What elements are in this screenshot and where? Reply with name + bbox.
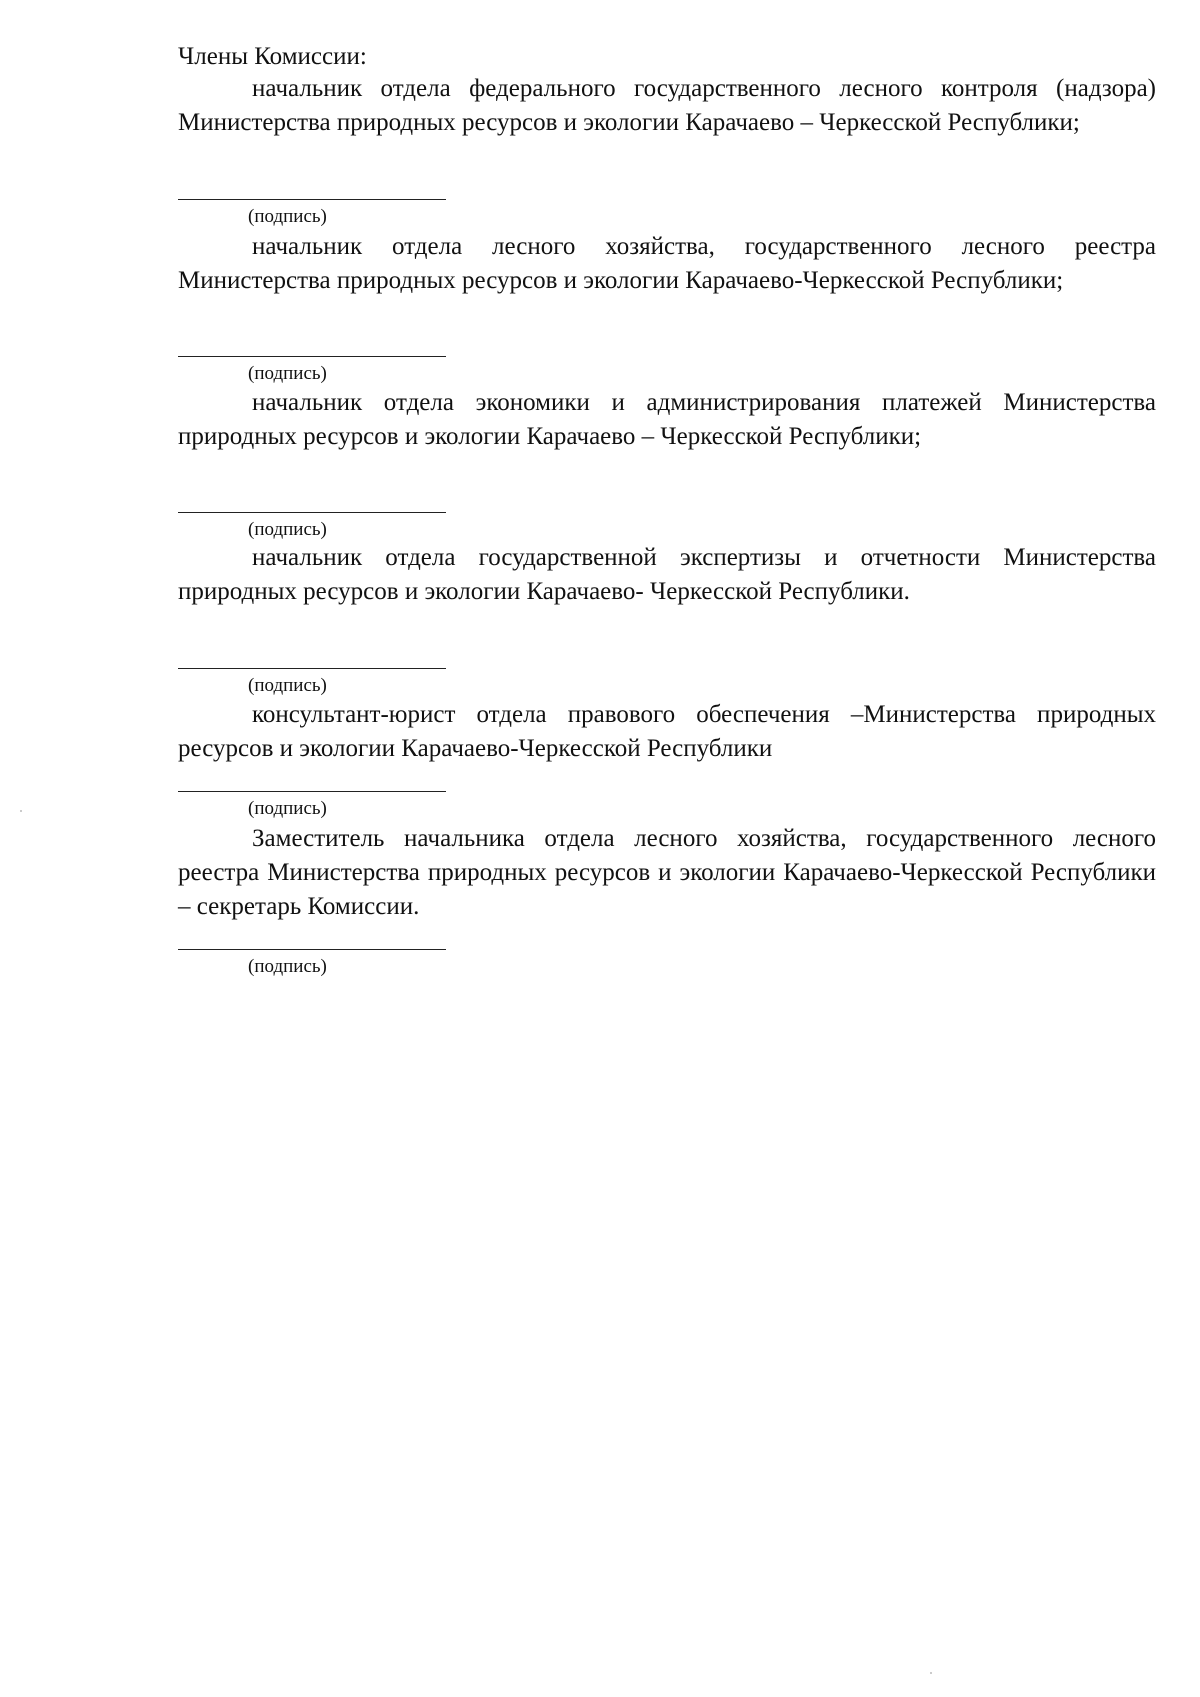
signature-caption: (подпись) — [248, 956, 327, 977]
section-heading: Члены Комиссии: — [178, 43, 367, 70]
signature-line — [178, 949, 446, 950]
signature-line — [178, 668, 446, 669]
scan-speck — [930, 1672, 932, 1674]
member-entry: Заместитель начальника отдела лесного хозяйства, государственного лесного реестра Министерства природных ресурсов и экологии Карачаево-Черкесской Республики – секретарь Комиссии. — [178, 825, 1156, 920]
signature-line — [178, 791, 446, 792]
member-entry: начальник отдела государственной экспертизы и отчетности Министерства природных ресурсов и экологии Карачаево- Черкесской Республики. — [178, 544, 1156, 605]
signature-caption: (подпись) — [248, 798, 327, 819]
signature-caption: (подпись) — [248, 363, 327, 384]
signature-line — [178, 356, 446, 357]
scan-speck — [20, 810, 22, 812]
signature-caption: (подпись) — [248, 519, 327, 540]
member-entry: начальник отдела экономики и администрирования платежей Министерства природных ресурсов и экологии Карачаево – Черкесской Республики; — [178, 389, 1156, 450]
signature-line — [178, 512, 446, 513]
member-entry: консультант-юрист отдела правового обеспечения –Министерства природных ресурсов и экологии Карачаево-Черкесской Республики — [178, 701, 1156, 762]
signature-caption: (подпись) — [248, 675, 327, 696]
member-entry: начальник отдела лесного хозяйства, государственного лесного реестра Министерства природных ресурсов и экологии Карачаево-Черкесской Республики; — [178, 233, 1156, 294]
signature-caption: (подпись) — [248, 206, 327, 227]
member-entry: начальник отдела федерального государственного лесного контроля (надзора) Министерства природных ресурсов и экологии Карачаево – Черкесской Республики; — [178, 75, 1156, 136]
signature-line — [178, 199, 446, 200]
